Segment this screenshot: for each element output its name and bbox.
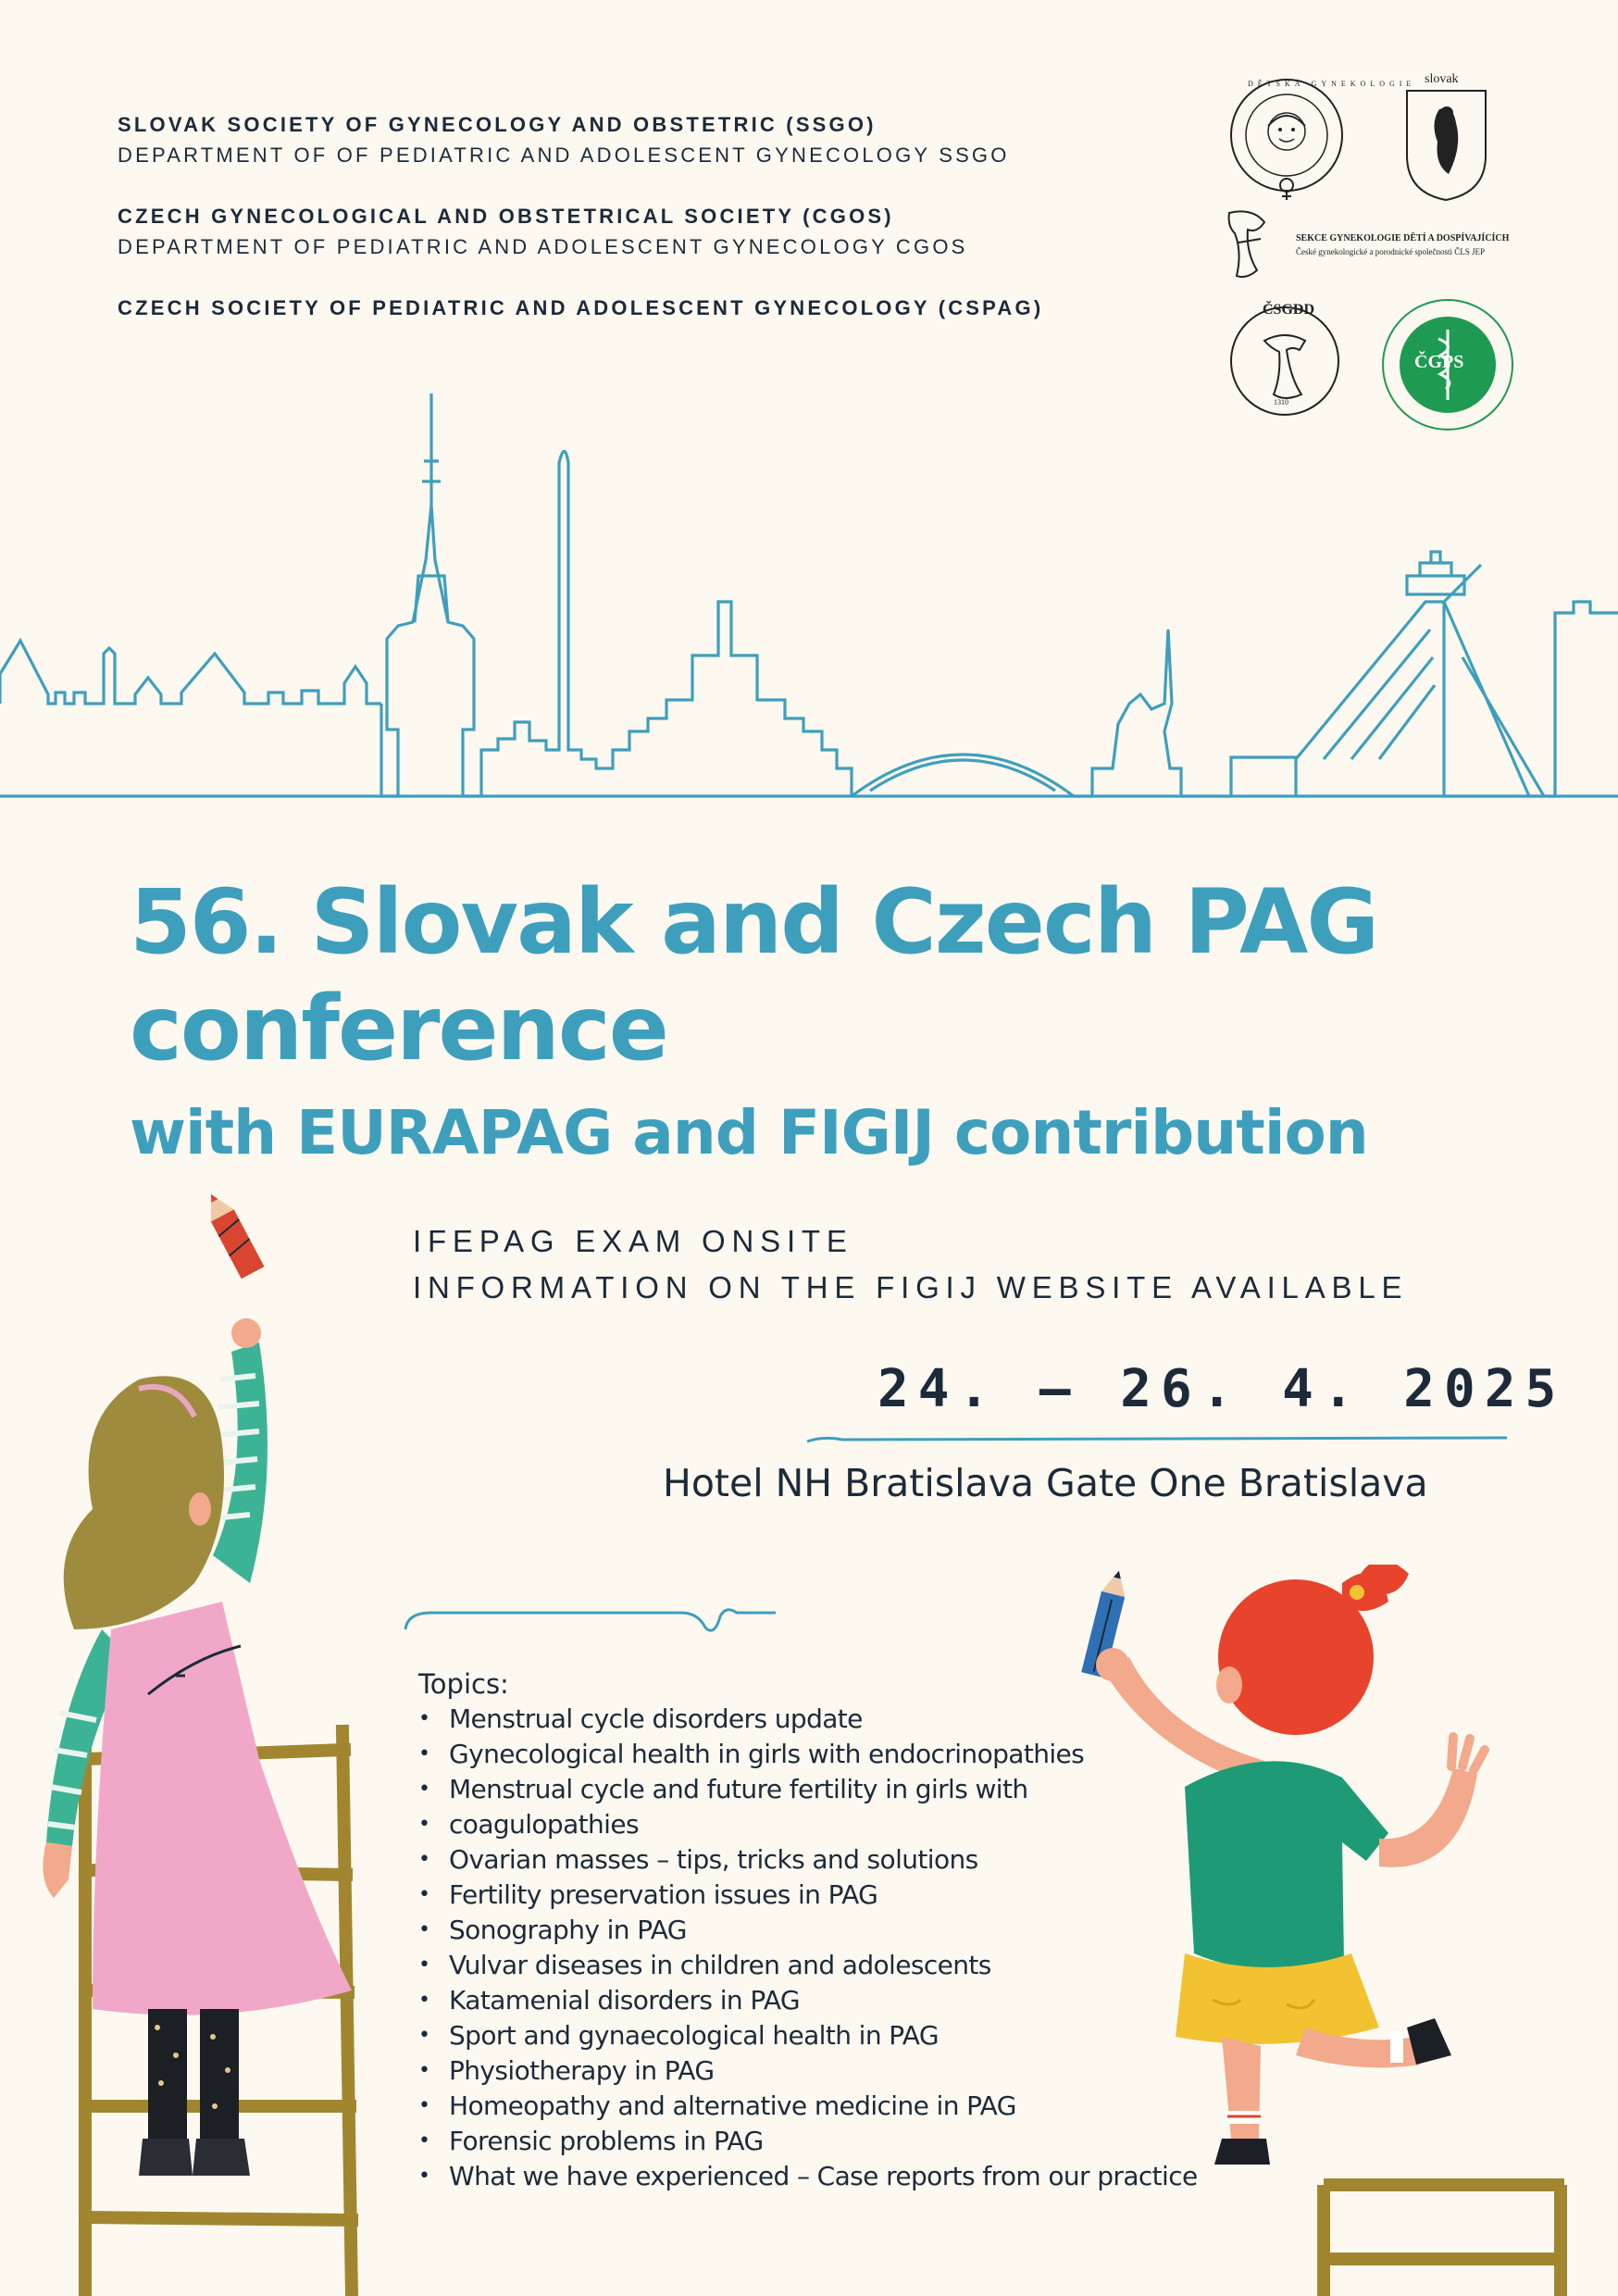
org-name-cgos: CZECH GYNECOLOGICAL AND OBSTETRICAL SOCIETY (CGOS) (118, 205, 894, 228)
logo5-center-text: ČGPS (1414, 352, 1464, 372)
logo3-text-1: SEKCE GYNEKOLOGIE DĚTÍ A DOSPÍVAJÍCÍCH (1296, 233, 1510, 243)
topic-item: • Sonography in PAG (418, 1913, 1251, 1948)
logo-sekce-gynekologie (1220, 206, 1516, 289)
logo3-text-2: České gynekologické a porodnické společnosti ČLS JEP (1296, 247, 1485, 256)
conference-date: 24. – 26. 4. 2025 (877, 1359, 1566, 1419)
topic-item: • Gynecological health in girls with endocrinopathies (418, 1737, 1251, 1772)
logo-slovak-gynecology (1384, 72, 1509, 202)
org-name-ssgo: SLOVAK SOCIETY OF GYNECOLOGY AND OBSTETRIC (SSGO) (118, 113, 877, 136)
decorative-wave-line (404, 1592, 783, 1639)
topic-item: • Menstrual cycle and future fertility in girls with (418, 1772, 1251, 1807)
logo-detska-gynekologie (1220, 72, 1416, 202)
conference-venue: Hotel NH Bratislava Gate One Bratislava (663, 1461, 1428, 1505)
conference-subtitle: with EURAPAG and FIGIJ contribution (130, 1097, 1368, 1168)
girl-on-stool-illustration (1046, 1565, 1601, 2296)
logo2-top-text: slovak (1425, 72, 1459, 86)
org-name-cspag: CZECH SOCIETY OF PEDIATRIC AND ADOLESCENT GYNECOLOGY (CSPAG) (118, 296, 1044, 319)
exam-info-line2: INFORMATION ON THE FIGIJ WEBSITE AVAILABLE (413, 1270, 1409, 1304)
organizations-header (118, 109, 1182, 323)
girl-on-ladder-illustration (37, 1194, 389, 2296)
conference-title-line2: conference (130, 977, 667, 1080)
topic-item: • Menstrual cycle disorders update (418, 1702, 1251, 1737)
bratislava-skyline (0, 380, 1618, 805)
exam-info-line1: IFEPAG EXAM ONSITE (413, 1224, 853, 1258)
topic-item-continuation-text: coagulopathies (449, 1809, 639, 1840)
topic-item: • Ovarian masses – tips, tricks and solutions (418, 1842, 1251, 1878)
topic-item: • Physiotherapy in PAG (418, 2053, 1251, 2089)
topic-item: • Katamenial disorders in PAG (418, 1983, 1251, 2018)
logo4-year-text: 1310 (1274, 398, 1288, 406)
topic-item: • What we have experienced – Case reports from our practice (418, 2159, 1251, 2194)
topic-item: • Homeopathy and alternative medicine in PAG (418, 2089, 1251, 2124)
org-department-ssgo: DEPARTMENT OF OF PEDIATRIC AND ADOLESCENT GYNECOLOGY SSGO (118, 144, 1010, 167)
topic-item: • Forensic problems in PAG (418, 2124, 1251, 2159)
topic-item: • Vulvar diseases in children and adolescents (418, 1948, 1251, 1983)
logo4-top-text: ČSGDD (1263, 302, 1315, 318)
topic-item: • Sport and gynaecological health in PAG (418, 2018, 1251, 2053)
date-underline (805, 1430, 1509, 1449)
org-department-cgos: DEPARTMENT OF PEDIATRIC AND ADOLESCENT GYNECOLOGY CGOS (118, 235, 968, 258)
topic-item: • Fertility preservation issues in PAG (418, 1878, 1251, 1913)
topics-title: Topics: (418, 1668, 509, 1700)
conference-title-line1: 56. Slovak and Czech PAG (130, 870, 1378, 974)
logo1-text: DĚTSKÁ GYNEKOLOGIE (1248, 80, 1416, 88)
